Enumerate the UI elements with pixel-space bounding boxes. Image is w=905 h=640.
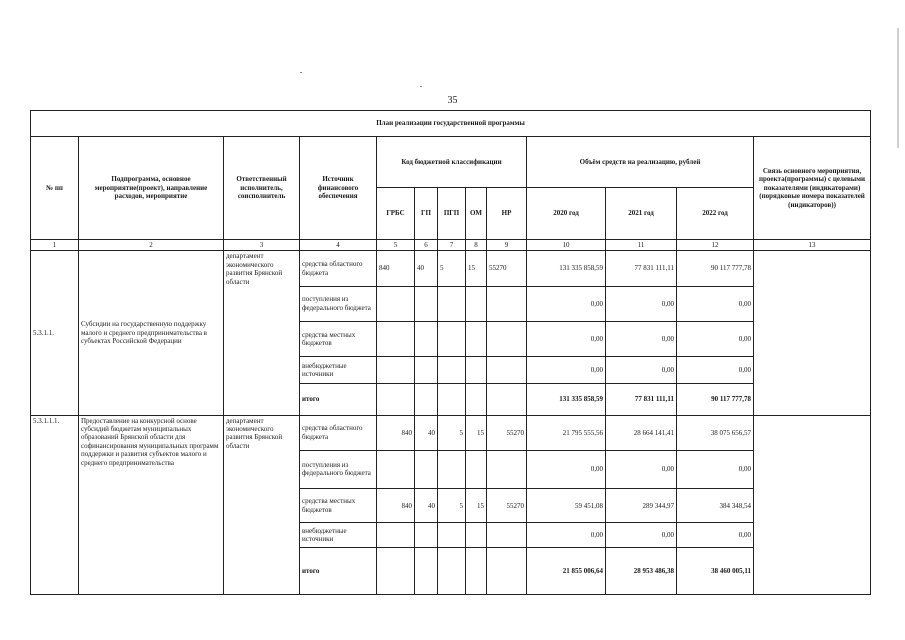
np: 55270 <box>487 489 527 523</box>
gp <box>415 357 438 384</box>
column-number: 9 <box>487 239 527 250</box>
np <box>487 286 527 321</box>
source: внебюджетные источники <box>300 357 377 384</box>
grbs: 840 <box>377 489 415 523</box>
column-number: 1 <box>31 239 79 250</box>
total-2020: 21 855 006,64 <box>527 547 606 594</box>
amount-2020: 0,00 <box>527 286 606 321</box>
amount-2022: 0,00 <box>677 523 754 547</box>
grbs <box>377 321 415 356</box>
grbs <box>377 523 415 547</box>
source: средства местных бюджетов <box>300 489 377 523</box>
amount-2022: 0,00 <box>677 357 754 384</box>
scan-speck <box>420 86 422 87</box>
row-num: 5.3.1.1. <box>31 251 79 415</box>
amount-2020: 21 795 555,56 <box>527 415 606 450</box>
grbs <box>377 357 415 384</box>
header-indicator-link: Связь основного мероприятия, проекта(программы) с целевыми показателями (индикаторами) (порядковые номера показателей (индикаторов)) <box>754 137 871 240</box>
source: поступления из федерального бюджета <box>300 450 377 488</box>
column-number: 10 <box>527 239 606 250</box>
amount-2021: 77 831 111,11 <box>606 251 677 286</box>
amount-2020: 0,00 <box>527 321 606 356</box>
grbs: 840 <box>377 415 415 450</box>
header-np: НР <box>487 187 527 239</box>
gp <box>415 286 438 321</box>
amount-2021: 0,00 <box>606 450 677 488</box>
np <box>487 321 527 356</box>
header-funds: Объём средств на реализацию, рублей <box>527 137 754 187</box>
amount-2021: 0,00 <box>606 523 677 547</box>
amount-2021: 0,00 <box>606 321 677 356</box>
indicator-link <box>754 251 871 415</box>
om <box>466 384 487 415</box>
amount-2022: 90 117 777,78 <box>677 251 754 286</box>
column-number: 5 <box>377 239 415 250</box>
header-grbs: ГРБС <box>377 187 415 239</box>
column-number: 3 <box>224 239 300 250</box>
executor: департамент экономического развития Брянской области <box>224 415 300 594</box>
np <box>487 450 527 488</box>
column-number: 11 <box>606 239 677 250</box>
pgp: 5 <box>438 415 466 450</box>
column-number: 6 <box>415 239 438 250</box>
np: 55270 <box>487 415 527 450</box>
header-row-1 <box>31 137 871 187</box>
pgp: 5 <box>438 251 466 286</box>
header-subprogram: Подпрограмма, основное мероприятие(проект), направление расходов, мероприятие <box>79 137 224 240</box>
table-row <box>31 251 871 286</box>
source: внебюджетные источники <box>300 523 377 547</box>
gp: 40 <box>415 251 438 286</box>
amount-2021: 0,00 <box>606 286 677 321</box>
source: средства областного бюджета <box>300 251 377 286</box>
source-total: итого <box>300 547 377 594</box>
total-2022: 90 117 777,78 <box>677 384 754 415</box>
om: 15 <box>466 251 487 286</box>
table-row <box>31 415 871 450</box>
om <box>466 321 487 356</box>
amount-2022: 384 348,54 <box>677 489 754 523</box>
amount-2021: 28 664 141,41 <box>606 415 677 450</box>
column-number: 13 <box>754 239 871 250</box>
row-num: 5.3.1.1.1. <box>31 415 79 594</box>
om <box>466 286 487 321</box>
column-number: 8 <box>466 239 487 250</box>
total-2021: 28 953 486,38 <box>606 547 677 594</box>
np <box>487 357 527 384</box>
pgp <box>438 286 466 321</box>
amount-2021: 0,00 <box>606 357 677 384</box>
activity-name: Предоставление на конкурсной основе субсидий бюджетам муниципальных образований Брянской области для софинансирования муниципальных программ поддержки и развития субъектов малого и среднего предпринимательства <box>79 415 224 594</box>
table-title: План реализации государственной программы <box>31 111 871 137</box>
implementation-plan-table <box>30 110 871 595</box>
grbs: 840 <box>377 251 415 286</box>
header-budget-code: Код бюджетной классификации <box>377 137 527 187</box>
header-gp: ГП <box>415 187 438 239</box>
column-number-row <box>31 239 871 250</box>
np <box>487 523 527 547</box>
header-om: ОМ <box>466 187 487 239</box>
om <box>466 450 487 488</box>
amount-2020: 59 451,08 <box>527 489 606 523</box>
column-number: 12 <box>677 239 754 250</box>
header-num: № пп <box>31 137 79 240</box>
amount-2021: 289 344,97 <box>606 489 677 523</box>
pgp <box>438 523 466 547</box>
np <box>487 547 527 594</box>
pgp <box>438 357 466 384</box>
header-2022: 2022 год <box>677 187 754 239</box>
total-2021: 77 831 111,11 <box>606 384 677 415</box>
gp <box>415 547 438 594</box>
column-number: 7 <box>438 239 466 250</box>
om <box>466 357 487 384</box>
amount-2020: 131 335 858,59 <box>527 251 606 286</box>
amount-2022: 0,00 <box>677 286 754 321</box>
amount-2022: 0,00 <box>677 450 754 488</box>
total-2022: 38 460 005,11 <box>677 547 754 594</box>
scan-edge-mark <box>897 28 899 148</box>
source-total: итого <box>300 384 377 415</box>
source: средства местных бюджетов <box>300 321 377 356</box>
header-2021: 2021 год <box>606 187 677 239</box>
activity-name: Субсидии на государственную поддержку малого и среднего предпринимательства в субъектах Российской Федерации <box>79 251 224 415</box>
source: средства областного бюджета <box>300 415 377 450</box>
header-source: Источник финансового обеспечения <box>300 137 377 240</box>
pgp <box>438 384 466 415</box>
amount-2020: 0,00 <box>527 523 606 547</box>
gp: 40 <box>415 415 438 450</box>
gp: 40 <box>415 489 438 523</box>
pgp <box>438 450 466 488</box>
column-number: 4 <box>300 239 377 250</box>
pgp <box>438 547 466 594</box>
amount-2022: 38 075 656,57 <box>677 415 754 450</box>
pgp: 5 <box>438 489 466 523</box>
gp <box>415 523 438 547</box>
indicator-link <box>754 415 871 594</box>
amount-2020: 0,00 <box>527 450 606 488</box>
grbs <box>377 286 415 321</box>
header-2020: 2020 год <box>527 187 606 239</box>
grbs <box>377 450 415 488</box>
pgp <box>438 321 466 356</box>
om: 15 <box>466 489 487 523</box>
gp <box>415 384 438 415</box>
om: 15 <box>466 415 487 450</box>
gp <box>415 321 438 356</box>
header-executor: Ответственный исполнитель, соисполнитель <box>224 137 300 240</box>
grbs <box>377 384 415 415</box>
np <box>487 384 527 415</box>
om <box>466 547 487 594</box>
om <box>466 523 487 547</box>
source: поступления из федерального бюджета <box>300 286 377 321</box>
page-number: 35 <box>447 95 458 106</box>
table-title-row <box>31 111 871 137</box>
column-number: 2 <box>79 239 224 250</box>
header-pgp: ПГП <box>438 187 466 239</box>
amount-2020: 0,00 <box>527 357 606 384</box>
total-2020: 131 335 858,59 <box>527 384 606 415</box>
gp <box>415 450 438 488</box>
grbs <box>377 547 415 594</box>
np: 55270 <box>487 251 527 286</box>
scan-speck <box>300 72 302 73</box>
executor: департамент экономического развития Брянской области <box>224 251 300 415</box>
amount-2022: 0,00 <box>677 321 754 356</box>
